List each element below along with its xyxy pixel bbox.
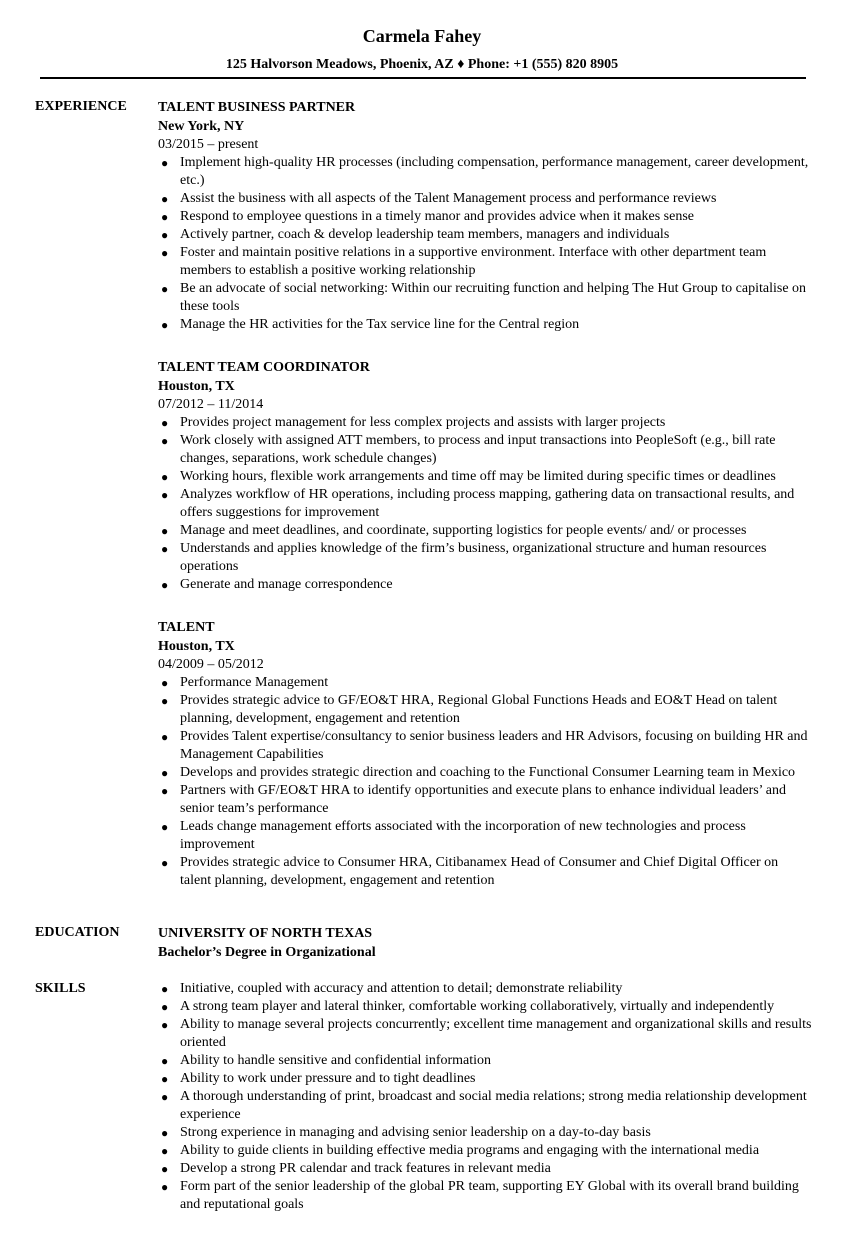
bullet-icon: ● bbox=[161, 416, 169, 430]
skill-bullets bbox=[158, 980, 818, 1214]
job-location: Houston, TX bbox=[158, 639, 235, 654]
education-entry bbox=[158, 924, 818, 962]
section-title-experience: EXPERIENCE bbox=[35, 99, 127, 114]
bullet-icon: ● bbox=[161, 676, 169, 690]
bullet-item: ● Leads change management efforts associated with the incorporation of new technologies and process improvement bbox=[161, 819, 746, 852]
bullet-icon: ● bbox=[161, 1162, 169, 1176]
bullet-item: ● Provides strategic advice to GF/EO&T HRA, Regional Global Functions Heads and EO&T Head on talent planning, development, engagement and retention bbox=[161, 693, 778, 726]
bullet-item: ● Provides project management for less complex projects and assists with larger projects bbox=[161, 415, 666, 430]
header-divider bbox=[40, 77, 806, 79]
skill-item: ● Ability to manage several projects concurrently; excellent time management and organizational skills and results oriented bbox=[161, 1017, 812, 1050]
bullet-icon: ● bbox=[161, 1090, 169, 1104]
job-bullets bbox=[158, 414, 818, 594]
skill-item: ● Form part of the senior leadership of the global PR team, supporting EY Global with its overall brand building and reputational goals bbox=[161, 1179, 799, 1212]
skills-list bbox=[158, 980, 818, 1214]
bullet-icon: ● bbox=[161, 694, 169, 708]
section-title-skills: SKILLS bbox=[35, 981, 86, 996]
bullet-item: ● Provides Talent expertise/consultancy to senior business leaders and HR Advisors, focusing on building HR and Management Capabilities bbox=[161, 729, 808, 762]
bullet-icon: ● bbox=[161, 1000, 169, 1014]
bullet-icon: ● bbox=[161, 246, 169, 260]
bullet-icon: ● bbox=[161, 1018, 169, 1032]
bullet-icon: ● bbox=[161, 210, 169, 224]
bullet-icon: ● bbox=[161, 1126, 169, 1140]
job-dates: 04/2009 – 05/2012 bbox=[158, 657, 264, 672]
skill-item: ● A thorough understanding of print, broadcast and social media relations; strong media relationship development experience bbox=[161, 1089, 807, 1122]
skill-item: ● A strong team player and lateral thinker, comfortable working collaboratively, virtually and independently bbox=[161, 999, 775, 1014]
bullet-icon: ● bbox=[161, 524, 169, 538]
bullet-icon: ● bbox=[161, 766, 169, 780]
job-dates: 07/2012 – 11/2014 bbox=[158, 397, 264, 412]
bullet-item: ● Generate and manage correspondence bbox=[161, 577, 393, 592]
bullet-icon: ● bbox=[161, 820, 169, 834]
bullet-icon: ● bbox=[161, 982, 169, 996]
bullet-icon: ● bbox=[161, 470, 169, 484]
job-title: TALENT BUSINESS PARTNER bbox=[158, 100, 356, 115]
bullet-item: ● Foster and maintain positive relations in a supportive environment. Interface with other department team members to establish a positive working relationship bbox=[161, 245, 767, 278]
contact-line: 125 Halvorson Meadows, Phoenix, AZ ♦ Phone: +1 (555) 820 8905 bbox=[225, 57, 619, 72]
job-title: TALENT bbox=[158, 620, 215, 635]
job-bullets bbox=[158, 154, 818, 334]
bullet-item: ● Performance Management bbox=[161, 675, 329, 690]
job-entry bbox=[158, 358, 818, 594]
job-entry bbox=[158, 98, 818, 334]
bullet-icon: ● bbox=[161, 318, 169, 332]
skill-item: ● Ability to work under pressure and to tight deadlines bbox=[161, 1071, 476, 1086]
skill-item: ● Initiative, coupled with accuracy and attention to detail; demonstrate reliability bbox=[161, 981, 623, 996]
bullet-icon: ● bbox=[161, 578, 169, 592]
bullet-item: ● Manage and meet deadlines, and coordinate, supporting logistics for people events/ and/ or processes bbox=[161, 523, 747, 538]
skill-item: ● Strong experience in managing and advising senior leadership on a day-to-day basis bbox=[161, 1125, 651, 1140]
job-dates: 03/2015 – present bbox=[158, 137, 259, 152]
bullet-item: ● Provides strategic advice to Consumer HRA, Citibanamex Head of Consumer and Chief Digital Officer on talent planning, development, engagement and retention bbox=[161, 855, 779, 888]
bullet-item: ● Respond to employee questions in a timely manor and provides advice when it makes sense bbox=[161, 209, 694, 224]
experience-list bbox=[158, 98, 818, 914]
skill-item: ● Ability to guide clients in building effective media programs and engaging with the international media bbox=[161, 1143, 760, 1158]
bullet-item: ● Develops and provides strategic direction and coaching to the Functional Consumer Learning team in Mexico bbox=[161, 765, 796, 780]
bullet-icon: ● bbox=[161, 228, 169, 242]
job-location: Houston, TX bbox=[158, 379, 235, 394]
bullet-item: ● Work closely with assigned ATT members, to process and input transactions into PeopleSoft (e.g., bill rate changes, separations, work schedule changes) bbox=[161, 433, 776, 466]
bullet-icon: ● bbox=[161, 282, 169, 296]
skill-item: ● Ability to handle sensitive and confidential information bbox=[161, 1053, 492, 1068]
bullet-item: ● Assist the business with all aspects of the Talent Management process and performance reviews bbox=[161, 191, 717, 206]
job-bullets bbox=[158, 674, 818, 890]
bullet-icon: ● bbox=[161, 488, 169, 502]
bullet-icon: ● bbox=[161, 192, 169, 206]
bullet-icon: ● bbox=[161, 1072, 169, 1086]
bullet-item: ● Manage the HR activities for the Tax service line for the Central region bbox=[161, 317, 580, 332]
bullet-icon: ● bbox=[161, 542, 169, 556]
bullet-icon: ● bbox=[161, 434, 169, 448]
job-location: New York, NY bbox=[158, 119, 245, 134]
skill-item: ● Develop a strong PR calendar and track features in relevant media bbox=[161, 1161, 551, 1176]
bullet-item: ● Implement high-quality HR processes (including compensation, performance management, career development, etc.) bbox=[161, 155, 809, 188]
school-name: UNIVERSITY OF NORTH TEXAS bbox=[158, 926, 373, 941]
job-title: TALENT TEAM COORDINATOR bbox=[158, 360, 370, 375]
bullet-item: ● Understands and applies knowledge of the firm’s business, organizational structure and human resources operations bbox=[161, 541, 767, 574]
bullet-icon: ● bbox=[161, 730, 169, 744]
degree: Bachelor’s Degree in Organizational bbox=[158, 945, 376, 960]
bullet-item: ● Be an advocate of social networking: Within our recruiting function and helping The Hut Group to capitalise on these tools bbox=[161, 281, 807, 314]
bullet-icon: ● bbox=[161, 1054, 169, 1068]
job-entry bbox=[158, 618, 818, 890]
bullet-icon: ● bbox=[161, 156, 169, 170]
candidate-name: Carmela Fahey bbox=[362, 26, 482, 46]
bullet-icon: ● bbox=[161, 856, 169, 870]
bullet-item: ● Working hours, flexible work arrangements and time off may be limited during specific times or deadlines bbox=[161, 469, 776, 484]
bullet-icon: ● bbox=[161, 1180, 169, 1194]
bullet-icon: ● bbox=[161, 784, 169, 798]
bullet-item: ● Partners with GF/EO&T HRA to identify opportunities and execute plans to enhance individual leaders’ and senior team’s performance bbox=[161, 783, 787, 816]
section-title-education: EDUCATION bbox=[35, 925, 120, 940]
bullet-icon: ● bbox=[161, 1144, 169, 1158]
bullet-item: ● Actively partner, coach & develop leadership team members, managers and individuals bbox=[161, 227, 670, 242]
resume-header bbox=[0, 24, 860, 74]
bullet-item: ● Analyzes workflow of HR operations, including process mapping, gathering data on transactional results, and offers suggestions for improvement bbox=[161, 487, 795, 520]
